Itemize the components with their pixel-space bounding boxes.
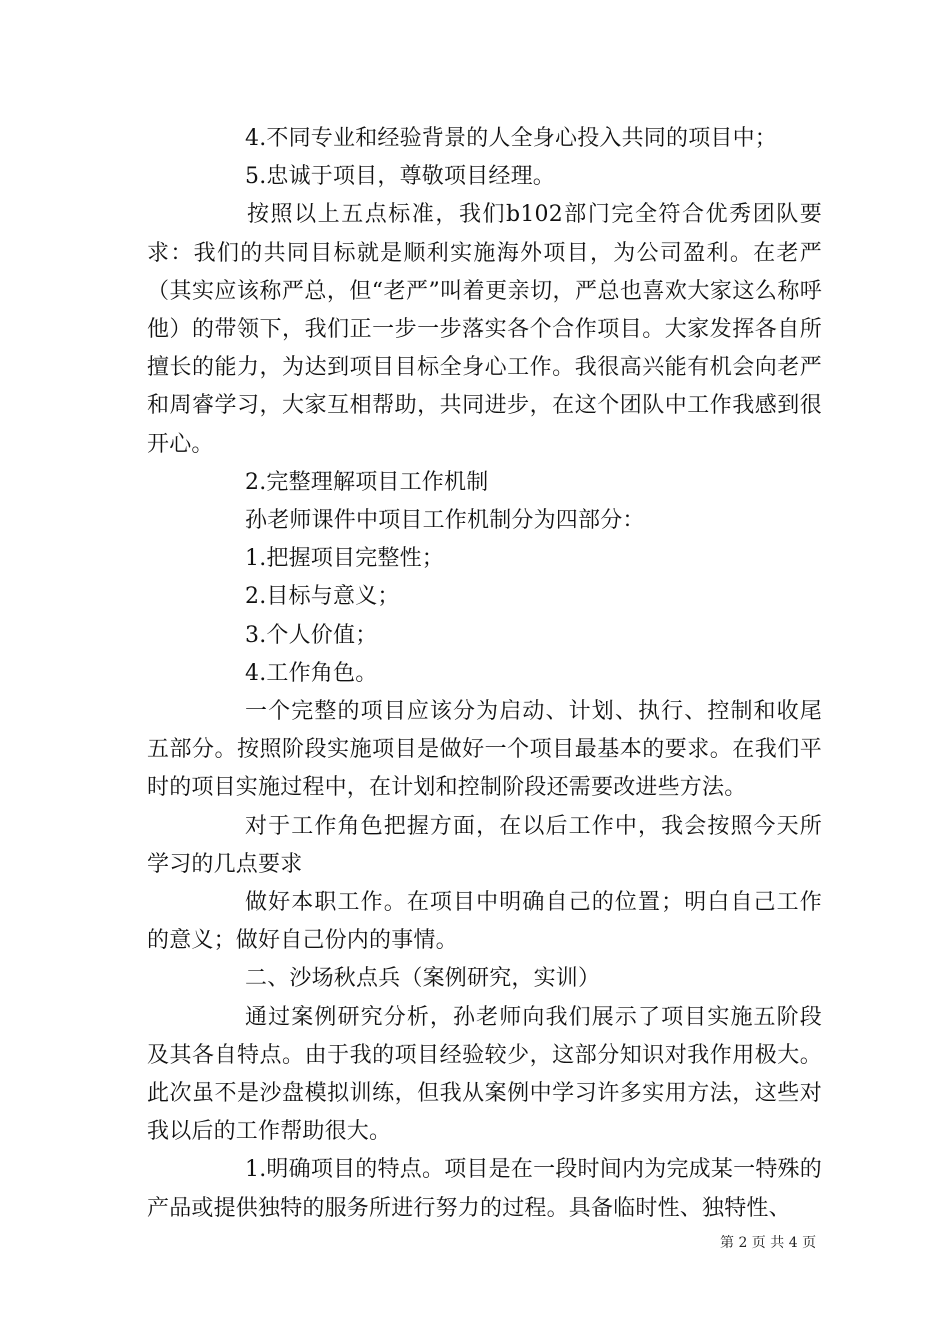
section-heading: 二、沙场秋点兵（案例研究，实训） xyxy=(245,966,601,992)
document-body xyxy=(147,120,822,1228)
paragraph: 孙老师课件中项目工作机制分为四部分： xyxy=(245,508,645,534)
paragraph: 一个完整的项目应该分为启动、计划、执行、控制和收尾五部分。按照阶段实施项目是做好一个项目最基本的要求。在我们平时的项目实施过程中，在计划和控制阶段还需要改进些方法。 xyxy=(147,699,822,801)
list-item: 2.目标与意义； xyxy=(245,584,400,610)
paragraph: 4.不同专业和经验背景的人全身心投入共同的项目中； xyxy=(245,126,777,151)
list-item: 3.个人价值； xyxy=(245,622,378,648)
paragraph: 5.忠诚于项目，尊敬项目经理。 xyxy=(245,164,555,190)
list-item: 4.工作角色。 xyxy=(245,660,378,686)
page-number-footer: 第 2 页 共 4 页 xyxy=(720,1235,817,1251)
list-item: 1.把握项目完整性； xyxy=(245,546,444,572)
paragraph: 按照以上五点标准，我们b102部门完全符合优秀团队要求：我们的共同目标就是顺利实施海外项目，为公司盈利。在老严（其实应该称严总，但“老严”叫着更亲切，严总也喜欢大家这么称呼他）的带领下，我们正一步一步落实各个合作项目。大家发挥各自所擅长的能力，为达到项目目标全身心工作。我很高兴能有机会向老严和周睿学习，大家互相帮助，共同进步，在这个团队中工作我感到很开心。 xyxy=(147,202,822,457)
paragraph: 1.明确项目的特点。项目是在一段时间内为完成某一特殊的产品或提供独特的服务所进行努力的过程。具备临时性、独特性、 xyxy=(147,1157,822,1221)
section-heading: 2.完整理解项目工作机制 xyxy=(245,469,489,495)
paragraph: 通过案例研究分析，孙老师向我们展示了项目实施五阶段及其各自特点。由于我的项目经验较少，这部分知识对我作用极大。此次虽不是沙盘模拟训练，但我从案例中学习许多实用方法，这些对我以后的工作帮助很大。 xyxy=(147,1004,822,1145)
paragraph: 对于工作角色把握方面，在以后工作中，我会按照今天所学习的几点要求 xyxy=(147,813,822,877)
paragraph: 做好本职工作。在项目中明确自己的位置；明白自己工作的意义；做好自己份内的事情。 xyxy=(147,890,822,954)
